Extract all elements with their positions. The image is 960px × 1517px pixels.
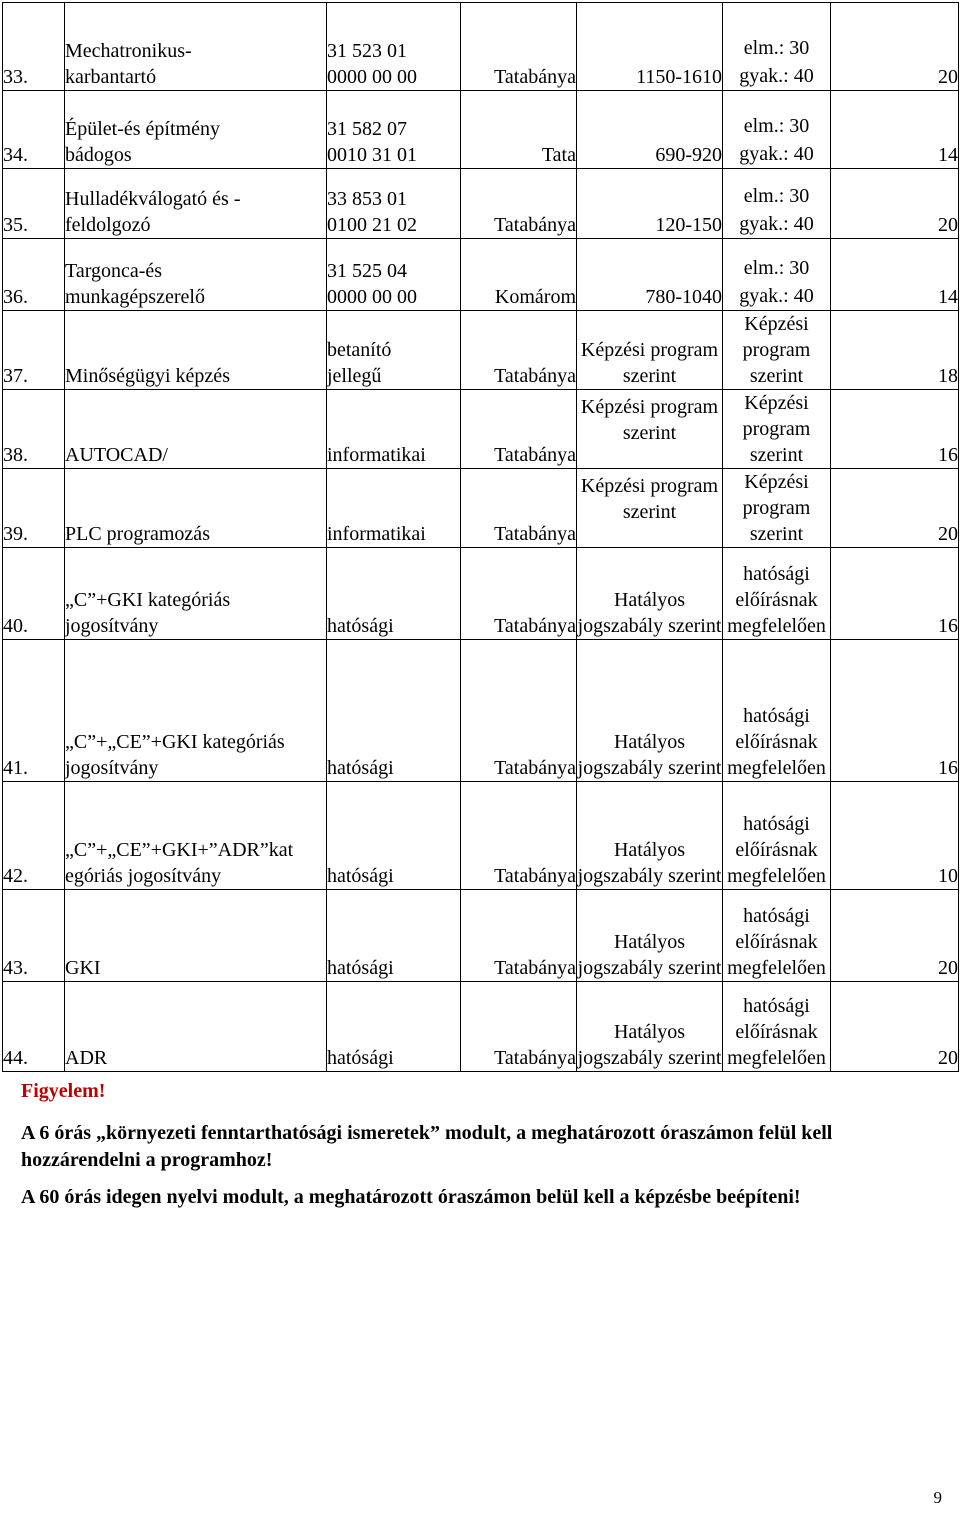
hours-cell	[577, 390, 723, 469]
hours-line: Hatályos	[613, 589, 686, 611]
hours-line: jogszabály szerint	[577, 957, 722, 979]
type-line: megfelelően	[727, 757, 826, 779]
num-cell: 36.	[3, 239, 65, 311]
name-line: Hulladékválogató és -	[65, 188, 241, 210]
name-cell	[65, 469, 327, 548]
type-cell	[723, 782, 831, 890]
type-line: megfelelően	[727, 957, 826, 979]
type-line: gyak.: 40	[739, 213, 814, 235]
num-cell: 41.	[3, 640, 65, 782]
type-line: program	[742, 418, 811, 440]
type-cell	[723, 239, 831, 311]
table-row	[3, 239, 959, 311]
name-line: „C”+„CE”+GKI+”ADR”kat	[65, 839, 294, 861]
notice-paragraph-1: A 6 órás „környezeti fenntarthatósági ismeretek” modult, a meghatározott óraszámon felül kell hozzárendelni a programhoz!	[21, 1122, 833, 1171]
code-line: hatósági	[327, 865, 394, 887]
num-cell: 44.	[3, 982, 65, 1072]
type-cell	[723, 548, 831, 640]
num-cell: 40.	[3, 548, 65, 640]
name-cell	[65, 390, 327, 469]
name-line: PLC programozás	[65, 523, 210, 545]
code-line: hatósági	[327, 615, 394, 637]
city-cell: Tatabánya	[461, 982, 577, 1072]
code-line: informatikai	[327, 523, 426, 545]
name-cell	[65, 640, 327, 782]
table-row	[3, 982, 959, 1072]
hours-line: Hatályos	[613, 1021, 686, 1043]
code-line: 0000 00 00	[327, 286, 417, 308]
hours-cell	[577, 311, 723, 390]
type-cell	[723, 3, 831, 91]
hours-line: jogszabály szerint	[577, 865, 722, 887]
name-cell	[65, 782, 327, 890]
type-line: gyak.: 40	[739, 143, 814, 165]
hours-cell: 690-920	[577, 91, 723, 169]
code-cell	[327, 390, 461, 469]
num-cell: 43.	[3, 890, 65, 982]
name-cell	[65, 311, 327, 390]
name-line: jogosítvány	[65, 757, 159, 779]
type-line: gyak.: 40	[739, 285, 814, 307]
type-cell	[723, 91, 831, 169]
page-number: 9	[933, 1488, 942, 1507]
num-cell: 35.	[3, 169, 65, 239]
hours-cell	[577, 782, 723, 890]
type-line: előírásnak	[735, 931, 818, 953]
code-cell	[327, 239, 461, 311]
code-line: informatikai	[327, 444, 426, 466]
city-cell: Tatabánya	[461, 169, 577, 239]
city-cell: Tatabánya	[461, 3, 577, 91]
code-line: 31 582 07	[327, 118, 407, 140]
table-row	[3, 640, 959, 782]
type-line: előírásnak	[735, 731, 818, 753]
table-row	[3, 469, 959, 548]
hours-line: Képzési program	[580, 396, 719, 418]
type-line: Képzési	[744, 392, 809, 414]
num-cell: 39.	[3, 469, 65, 548]
table-row	[3, 782, 959, 890]
hours-line: Hatályos	[613, 731, 686, 753]
code-cell	[327, 91, 461, 169]
type-line: előírásnak	[735, 589, 818, 611]
hours-line: szerint	[622, 422, 677, 444]
type-line: elm.: 30	[743, 185, 810, 207]
name-line: feldolgozó	[65, 214, 151, 236]
city-cell: Tatabánya	[461, 469, 577, 548]
name-cell	[65, 982, 327, 1072]
code-line: 0100 21 02	[327, 214, 417, 236]
type-line: elm.: 30	[743, 37, 810, 59]
type-line: Képzési	[744, 471, 809, 493]
hours-line: jogszabály szerint	[577, 615, 722, 637]
name-line: bádogos	[65, 144, 132, 166]
name-line: Épület-és építmény	[65, 118, 220, 140]
code-line: hatósági	[327, 757, 394, 779]
type-cell	[723, 311, 831, 390]
code-line: 31 525 04	[327, 260, 407, 282]
code-line: hatósági	[327, 1047, 394, 1069]
name-line: GKI	[65, 957, 101, 979]
code-line: hatósági	[327, 957, 394, 979]
course-table	[2, 2, 959, 1072]
table-row	[3, 91, 959, 169]
city-cell: Tata	[461, 91, 577, 169]
hours-cell	[577, 469, 723, 548]
type-line: előírásnak	[735, 839, 818, 861]
hours-cell	[577, 982, 723, 1072]
table-row	[3, 890, 959, 982]
name-line: egóriás jogosítvány	[65, 865, 222, 887]
city-cell: Tatabánya	[461, 390, 577, 469]
type-line: Képzési	[744, 313, 809, 335]
type-line: elm.: 30	[743, 257, 810, 279]
code-line: jellegű	[327, 365, 382, 387]
type-cell	[723, 890, 831, 982]
hours-line: szerint	[622, 365, 677, 387]
count-cell: 10	[831, 782, 959, 890]
city-cell: Tatabánya	[461, 890, 577, 982]
hours-line: Hatályos	[613, 839, 686, 861]
type-cell	[723, 982, 831, 1072]
name-line: „C”+„CE”+GKI kategóriás	[65, 731, 285, 753]
type-line: elm.: 30	[743, 115, 810, 137]
type-cell	[723, 469, 831, 548]
type-line: előírásnak	[735, 1021, 818, 1043]
num-cell: 33.	[3, 3, 65, 91]
code-cell	[327, 169, 461, 239]
type-line: szerint	[749, 523, 804, 545]
type-line: hatósági	[743, 705, 810, 727]
code-line: 33 853 01	[327, 188, 407, 210]
name-cell	[65, 169, 327, 239]
code-line: 31 523 01	[327, 40, 407, 62]
name-line: jogosítvány	[65, 615, 159, 637]
table-row	[3, 3, 959, 91]
name-line: „C”+GKI kategóriás	[65, 589, 231, 611]
count-cell: 16	[831, 640, 959, 782]
type-line: megfelelően	[727, 615, 826, 637]
hours-cell: 120-150	[577, 169, 723, 239]
code-line: 0000 00 00	[327, 66, 417, 88]
type-cell	[723, 169, 831, 239]
count-cell: 16	[831, 390, 959, 469]
code-line: 0010 31 01	[327, 144, 417, 166]
hours-line: Hatályos	[613, 931, 686, 953]
type-line: szerint	[749, 365, 804, 387]
hours-line: szerint	[622, 501, 677, 523]
hours-line: Képzési program	[580, 339, 719, 361]
code-cell	[327, 3, 461, 91]
type-line: megfelelően	[727, 1047, 826, 1069]
num-cell: 34.	[3, 91, 65, 169]
hours-line: jogszabály szerint	[577, 1047, 722, 1069]
hours-line: jogszabály szerint	[577, 757, 722, 779]
notice-title: Figyelem!	[21, 1080, 106, 1102]
city-cell: Tatabánya	[461, 640, 577, 782]
count-cell: 20	[831, 169, 959, 239]
code-cell	[327, 982, 461, 1072]
count-cell: 20	[831, 982, 959, 1072]
name-cell	[65, 890, 327, 982]
type-line: megfelelően	[727, 865, 826, 887]
type-line: hatósági	[743, 905, 810, 927]
code-line: betanító	[327, 339, 392, 361]
code-cell	[327, 311, 461, 390]
table-row	[3, 169, 959, 239]
notice-paragraph-2: A 60 órás idegen nyelvi modult, a meghatározott óraszámon belül kell a képzésbe beépíteni!	[21, 1186, 801, 1208]
code-cell	[327, 782, 461, 890]
name-cell	[65, 548, 327, 640]
city-cell: Komárom	[461, 239, 577, 311]
count-cell: 18	[831, 311, 959, 390]
name-line: ADR	[65, 1047, 108, 1069]
name-cell	[65, 91, 327, 169]
type-line: program	[742, 497, 811, 519]
type-line: hatósági	[743, 995, 810, 1017]
city-cell: Tatabánya	[461, 548, 577, 640]
hours-line: Képzési program	[580, 475, 719, 497]
name-line: Minőségügyi képzés	[65, 365, 230, 387]
hours-cell: 780-1040	[577, 239, 723, 311]
code-cell	[327, 469, 461, 548]
num-cell: 38.	[3, 390, 65, 469]
name-line: karbantartó	[65, 66, 157, 88]
name-line: Targonca-és	[65, 260, 163, 282]
type-line: gyak.: 40	[739, 65, 814, 87]
name-line: Mechatronikus-	[65, 40, 192, 62]
count-cell: 14	[831, 239, 959, 311]
num-cell: 37.	[3, 311, 65, 390]
type-line: hatósági	[743, 813, 810, 835]
code-cell	[327, 890, 461, 982]
count-cell: 14	[831, 91, 959, 169]
name-cell	[65, 3, 327, 91]
name-line: AUTOCAD/	[65, 444, 168, 466]
hours-cell: 1150-1610	[577, 3, 723, 91]
code-cell	[327, 640, 461, 782]
table-row	[3, 390, 959, 469]
hours-cell	[577, 890, 723, 982]
table-row	[3, 548, 959, 640]
name-line: munkagépszerelő	[65, 286, 205, 308]
count-cell: 20	[831, 890, 959, 982]
table-row	[3, 311, 959, 390]
city-cell: Tatabánya	[461, 782, 577, 890]
type-line: hatósági	[743, 563, 810, 585]
hours-cell	[577, 640, 723, 782]
name-cell	[65, 239, 327, 311]
code-cell	[327, 548, 461, 640]
count-cell: 16	[831, 548, 959, 640]
count-cell: 20	[831, 3, 959, 91]
count-cell: 20	[831, 469, 959, 548]
hours-cell	[577, 548, 723, 640]
type-line: program	[742, 339, 811, 361]
num-cell: 42.	[3, 782, 65, 890]
type-cell	[723, 390, 831, 469]
type-line: szerint	[749, 444, 804, 466]
type-cell	[723, 640, 831, 782]
city-cell: Tatabánya	[461, 311, 577, 390]
